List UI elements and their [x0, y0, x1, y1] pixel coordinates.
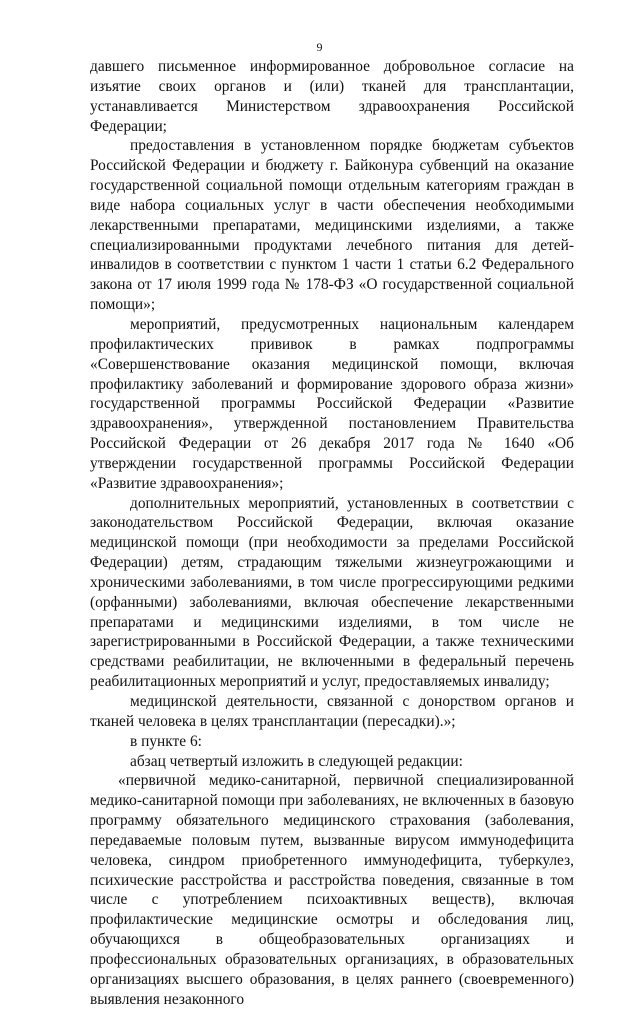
paragraph: давшего письменное информированное добровольное согласие на изъятие своих органов и (или) тканей для трансплантации, устанавливается Министерством здравоохранения Российской Федерации; [90, 58, 574, 135]
paragraph: в пункте 6: [130, 732, 202, 750]
quoted-paragraph: «первичной медико-санитарной, первичной специализированной медико-санитарной помощи при заболеваниях, не включенных в базовую программу обязательного медицинского страхования (заболевания, передаваемые половым путем, вызванные вирусом иммунодефицита человека, синдром приобретенного иммунодефицита, туберкулез, психические расстройства и расстройства поведения, связанные в том числе с употреблением психоактивных веществ), включая профилактические медицинские осмотры и обследования лиц, обучающихся в общеобразовательных организациях и профессиональных образовательных организациях, в образовательных организациях высшего образования, в целях раннего (своевременного) выявления незаконного [90, 772, 574, 1008]
document-body [90, 57, 574, 1010]
paragraph: мероприятий, предусмотренных национальным календарем профилактических прививок в рамках подпрограммы «Совершенствование оказания медицинской помощи, включая профилактику заболеваний и формирование здорового образа жизни» государственной программы Российской Федерации «Развитие здравоохранения», утвержденной постановлением Правительства Российской Федерации от 26 декабря 2017 года № 1640 «Об утверждении государственной программы Российской Федерации «Развитие здравоохранения»; [90, 315, 574, 492]
paragraph: абзац четвертый изложить в следующей редакции: [130, 752, 463, 770]
paragraph: предоставления в установленном порядке бюджетам субъектов Российской Федерации и бюджету г. Байконура субвенций на оказание государственной социальной помощи отдельным категориям граждан в виде набора социальных услуг в части обеспечения необходимыми лекарственными препаратами, медицинскими изделиями, а также специализированными продуктами лечебного питания для детей-инвалидов в соответствии с пунктом 1 части 1 статьи 6.2 Федерального закона от 17 июля 1999 года № 178-ФЗ «О государственной социальной помощи»; [90, 137, 574, 314]
page-number: 9 [316, 40, 323, 54]
paragraph: дополнительных мероприятий, установленных в соответствии с законодательством Российской Федерации, включая оказание медицинской помощи (при необходимости за пределами Российской Федерации) детям, страдающим тяжелыми жизнеугрожающими и хроническими заболеваниями, в том числе прогрессирующими редкими (орфанными) заболеваниями, включая обеспечение лекарственными препаратами и медицинскими изделиями, в том числе не зарегистрированными в Российской Федерации, а также техническими средствами реабилитации, не включенными в федеральный перечень реабилитационных мероприятий и услуг, предоставляемых инвалиду; [90, 494, 574, 691]
paragraph: медицинской деятельности, связанной с донорством органов и тканей человека в целях трансплантации (пересадки).»; [90, 693, 574, 730]
